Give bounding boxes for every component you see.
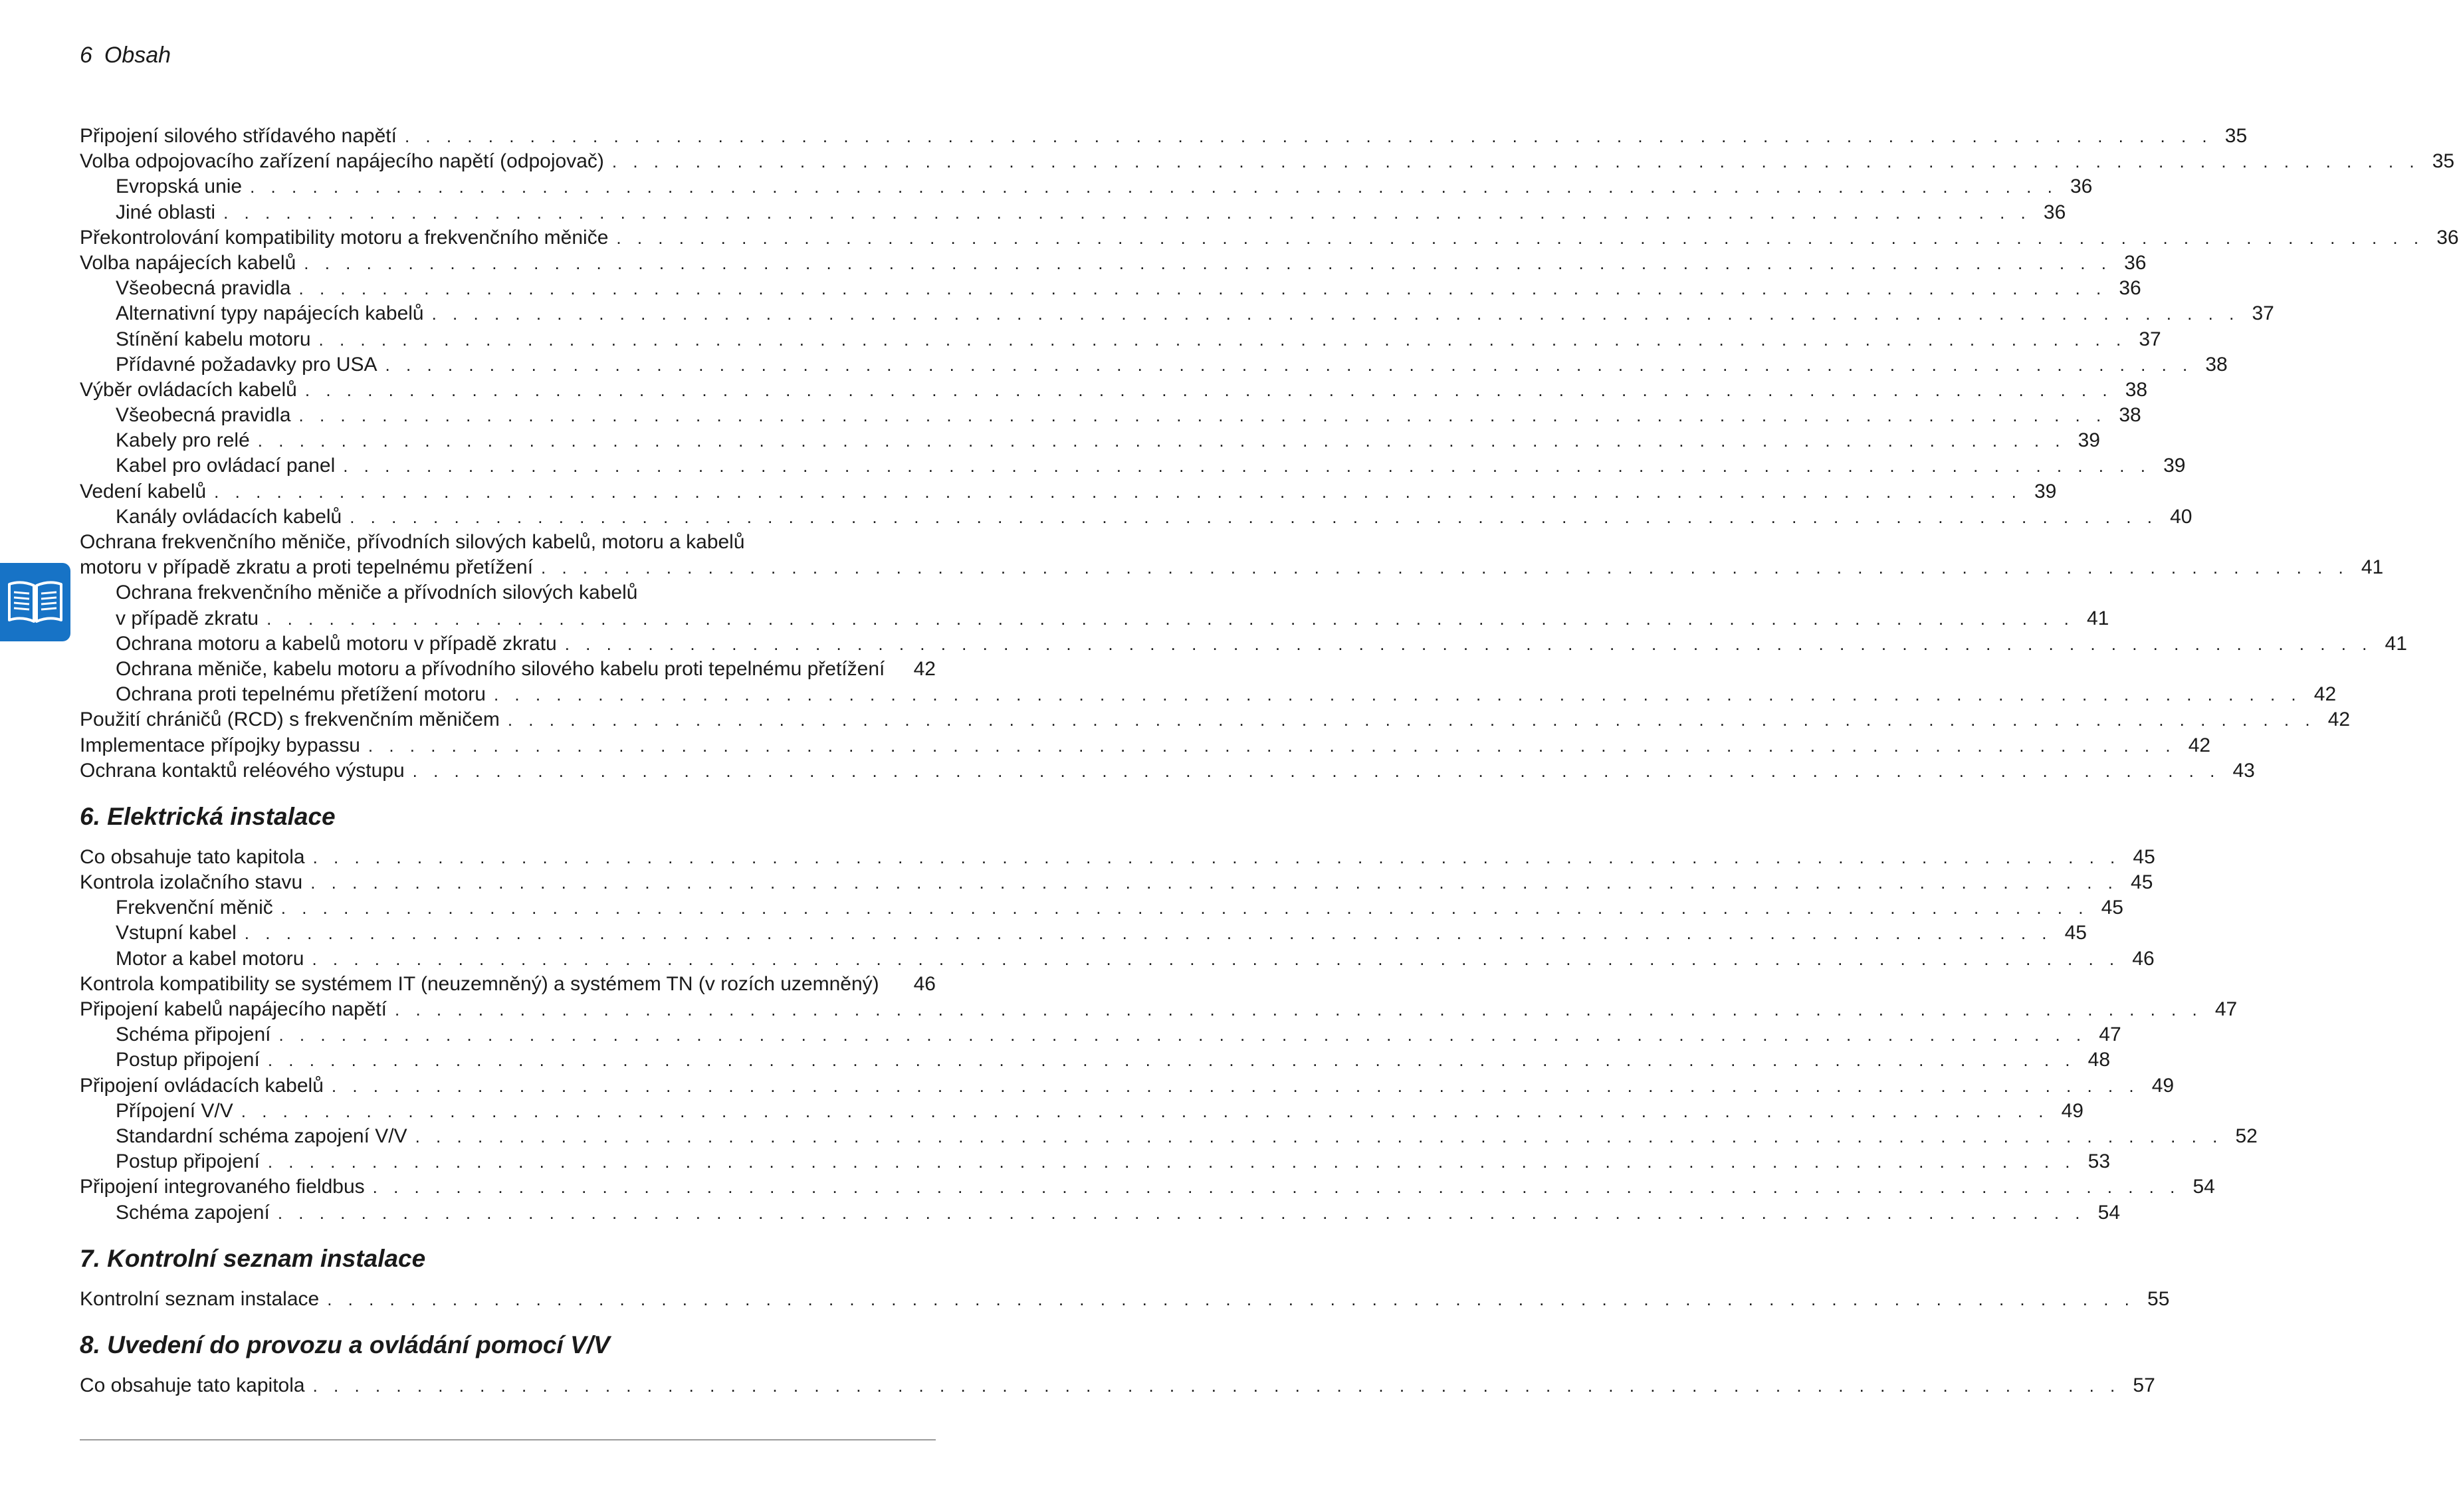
toc-entry-page: 41 bbox=[2385, 632, 2407, 655]
toc-entry[interactable] bbox=[80, 733, 2211, 758]
toc-entry[interactable] bbox=[80, 1149, 2111, 1174]
toc-entry-page: 54 bbox=[2192, 1176, 2215, 1198]
toc-entry-page: 45 bbox=[2133, 845, 2155, 868]
toc-entry-title: Přídavné požadavky pro USA bbox=[116, 353, 377, 376]
toc-entry-page: 36 bbox=[2070, 175, 2093, 198]
toc-entry-title: Schéma připojení bbox=[116, 1024, 271, 1046]
toc-entry-page: 45 bbox=[2131, 871, 2153, 894]
toc-entry-page: 35 bbox=[2432, 150, 2455, 173]
toc-entry-page: 54 bbox=[2097, 1201, 2121, 1224]
toc-entry[interactable] bbox=[80, 972, 936, 997]
dot-leader: . . . . . . . . . . . . . . . . . . . . . . . . . . . . . . . . . . . . . . . . . . . . . . . . . . . . . . . . . . . . . . . . . . . . . . . . . . . . . . . . . . . . . . . bbox=[278, 1025, 2087, 1045]
dot-leader: . . . . . . . . . . . . . . . . . . . . . . . . . . . . . . . . . . . . . . . . . . . . . . . . . . . . . . . . . . . . . . . . . . . . . . . . . . . . . . . . . . . . . . . bbox=[564, 633, 2373, 654]
toc-entry-title: Ochrana frekvenčního měniče, přívodních silových kabelů, motoru a kabelů bbox=[80, 531, 745, 553]
toc-entry[interactable] bbox=[80, 378, 2148, 403]
dot-leader: . . . . . . . . . . . . . . . . . . . . . . . . . . . . . . . . . . . . . . . . . . . . . . . . . . . . . . . . . . . . . . . . . . . . . . . . . . . . . . . . . . . . . . . bbox=[611, 152, 2420, 172]
toc-entry-title: Vedení kabelů bbox=[80, 480, 207, 502]
dot-leader: . . . . . . . . . . . . . . . . . . . . . . . . . . . . . . . . . . . . . . . . . . . . . . . . . . . . . . . . . . . . . . . . . . . . . . . . . . . . . . . . . . . . . . . bbox=[493, 685, 2302, 705]
toc-entry[interactable] bbox=[80, 149, 2455, 174]
dot-leader: . . . . . . . . . . . . . . . . . . . . . . . . . . . . . . . . . . . . . . . . . . . . . . . . . . . . . . . . . . . . . . . . . . . . . . . . . . . . . . . . . . . . . . . bbox=[267, 608, 2075, 629]
toc-entry-title: Použití chráničů (RCD) s frekvenčním měničem bbox=[80, 708, 500, 731]
toc-entry-title: Alternativní typy napájecích kabelů bbox=[116, 302, 424, 325]
toc-entry[interactable] bbox=[80, 707, 2351, 732]
toc-entry[interactable] bbox=[80, 997, 2238, 1022]
toc-entry[interactable] bbox=[80, 352, 2228, 378]
toc-entry[interactable] bbox=[80, 1099, 2084, 1124]
toc-entry-title: Postup připojení bbox=[116, 1049, 260, 1071]
toc-entry[interactable] bbox=[80, 580, 936, 605]
toc-entry-title: Kontrolní seznam instalace bbox=[80, 1287, 320, 1310]
toc-entry-page: 49 bbox=[2151, 1074, 2175, 1097]
toc-entry-title: Volba odpojovacího zařízení napájecího napětí (odpojovač) bbox=[80, 150, 604, 173]
toc-entry-page: 52 bbox=[2235, 1125, 2258, 1147]
toc-entry-title: Ochrana frekvenčního měniče a přívodních silových kabelů bbox=[116, 582, 638, 604]
toc-entry-page: 47 bbox=[2214, 998, 2238, 1020]
dot-leader: . . . . . . . . . . . . . . . . . . . . . . . . . . . . . . . . . . . . . . . . . . . . . . . . . . . . . . . . . . . . . . . . . . . . . . . . . . . . . . . . . . . . . . . bbox=[412, 760, 2220, 781]
toc-entry-page: 40 bbox=[2170, 505, 2192, 528]
toc-entry-page: 35 bbox=[2224, 125, 2248, 147]
toc-entry-page: 43 bbox=[2232, 759, 2255, 782]
toc-entry[interactable] bbox=[80, 301, 2274, 326]
toc-entry-title: Kanály ovládacích kabelů bbox=[116, 505, 342, 528]
dot-leader: . . . . . . . . . . . . . . . . . . . . . . . . . . . . . . . . . . . . . . . . . . . . . . . . . . . . . . . . . . . . . . . . . . . . . . . . . . . . . . . . . . . . . . . bbox=[214, 481, 2022, 502]
toc-entry[interactable] bbox=[80, 682, 2337, 707]
toc-entry[interactable] bbox=[80, 174, 2093, 199]
toc-entry-page: 42 bbox=[913, 657, 936, 680]
toc-entry[interactable] bbox=[80, 1022, 2121, 1047]
dot-leader: . . . . . . . . . . . . . . . . . . . . . . . . . . . . . . . . . . . . . . . . . . . . . . . . . . . . . . . . . . . . . . . . . . . . . . . . . . . . . . . . . . . . . . . bbox=[280, 898, 2089, 918]
dot-leader: . . . . . . . . . . . . . . . . . . . . . . . . . . . . . . . . . . . . . . . . . . . . . . . . . . . . . . . . . . . . . . . . . . . . . . . . . . . . . . . . . . . . . . . bbox=[244, 923, 2052, 944]
toc-entry-title: Schéma zapojení bbox=[116, 1201, 270, 1224]
toc-entry-page: 38 bbox=[2125, 378, 2148, 401]
toc-entry-page: 42 bbox=[2188, 734, 2211, 756]
dot-leader: . . . . . . . . . . . . . . . . . . . . . . . . . . . . . . . . . . . . . . . . . . . . . . . . . . . . . . . . . . . . . . . . . . . . . . . . . . . . . . . . . . . . . . . bbox=[331, 1075, 2140, 1096]
toc-entry-page: 41 bbox=[2361, 556, 2384, 579]
toc-entry[interactable] bbox=[80, 327, 2161, 352]
dot-leader: . . . . . . . . . . . . . . . . . . . . . . . . . . . . . . . . . . . . . . . . . . . . . . . . . . . . . . . . . . . . . . . . . . . . . . . . . . . . . . . . . . . . . . . bbox=[257, 431, 2066, 451]
toc-entry[interactable] bbox=[80, 428, 2100, 453]
toc-entry-page: 36 bbox=[2119, 277, 2141, 300]
toc-entry-title: Kontrola kompatibility se systémem IT (neuzemněný) a systémem TN (v rozích uzemněný) bbox=[80, 972, 879, 995]
toc-entry-page: 36 bbox=[2436, 226, 2459, 249]
dot-leader: . . . . . . . . . . . . . . . . . . . . . . . . . . . . . . . . . . . . . . . . . . . . . . . . . . . . . . . . . . . . . . . . . . . . . . . . . . . . . . . . . . . . . . . bbox=[404, 126, 2213, 146]
toc-entry[interactable] bbox=[80, 845, 2155, 870]
toc-entry-title: Ochrana proti tepelnému přetížení motoru bbox=[116, 683, 486, 706]
page-header bbox=[80, 43, 171, 68]
toc-entry-title: Překontrolování kompatibility motoru a frekvenčního měniče bbox=[80, 226, 609, 249]
dot-leader: . . . . . . . . . . . . . . . . . . . . . . . . . . . . . . . . . . . . . . . . . . . . . . . . . . . . . . . . . . . . . . . . . . . . . . . . . . . . . . . . . . . . . . . bbox=[372, 1177, 2181, 1198]
toc-entry-title: Ochrana motoru a kabelů motoru v případě zkratu bbox=[116, 632, 557, 655]
toc-entry-page: 45 bbox=[2101, 897, 2123, 919]
toc-entry-title: Kontrola izolačního stavu bbox=[80, 871, 303, 894]
toc-entry[interactable] bbox=[80, 1073, 2175, 1099]
toc-entry-title: Co obsahuje tato kapitola bbox=[80, 845, 305, 868]
toc-entry[interactable] bbox=[80, 1047, 2111, 1073]
dot-leader: . . . . . . . . . . . . . . . . . . . . . . . . . . . . . . . . . . . . . . . . . . . . . . . . . . . . . . . . . . . . . . . . . . . . . . . . . . . . . . . . . . . . . . . bbox=[223, 202, 2032, 223]
chapter-heading: 8. Uvedení do provozu a ovládání pomocí V/V bbox=[80, 1331, 610, 1358]
toc-entry-page: 37 bbox=[2139, 328, 2161, 350]
toc-entry-title: Volba napájecích kabelů bbox=[80, 251, 296, 274]
dot-leader: . . . . . . . . . . . . . . . . . . . . . . . . . . . . . . . . . . . . . . . . . . . . . . . . . . . . . . . . . . . . . . . . . . . . . . . . . . . . . . . . . . . . . . . bbox=[298, 405, 2107, 426]
toc-entry-title: Co obsahuje tato kapitola bbox=[80, 1374, 305, 1396]
toc-entry-title: Vstupní kabel bbox=[116, 922, 237, 944]
toc-entry[interactable] bbox=[80, 276, 2141, 301]
toc-entry-page: 39 bbox=[2034, 480, 2057, 502]
toc-entry-title: Motor a kabel motoru bbox=[116, 947, 304, 970]
toc-entry-title: Implementace přípojky bypassu bbox=[80, 734, 360, 756]
toc-entry[interactable] bbox=[80, 758, 2255, 784]
dot-leader: . . . . . . . . . . . . . . . . . . . . . . . . . . . . . . . . . . . . . . . . . . . . . . . . . . . . . . . . . . . . . . . . . . . . . . . . . . . . . . . . . . . . . . . bbox=[310, 873, 2119, 893]
toc-entry-page: 42 bbox=[2327, 708, 2351, 731]
dot-leader: . . . . . . . . . . . . . . . . . . . . . . . . . . . . . . . . . . . . . . . . . . . . . . . . . . . . . . . . . . . . . . . . . . . . . . . . . . . . . . . . . . . . . . . bbox=[250, 177, 2058, 197]
dot-leader: . . . . . . . . . . . . . . . . . . . . . . . . . . . . . . . . . . . . . . . . . . . . . . . . . . . . . . . . . . . . . . . . . . . . . . . . . . . . . . . . . . . . . . . bbox=[616, 227, 2424, 248]
toc-entry-title: v případě zkratu bbox=[116, 607, 259, 629]
dot-leader: . . . . . . . . . . . . . . . . . . . . . . . . . . . . . . . . . . . . . . . . . . . . . . . . . . . . . . . . . . . . . . . . . . . . . . . . . . . . . . . . . . . . . . . bbox=[277, 1202, 2086, 1223]
dot-leader: . . . . . . . . . . . . . . . . . . . . . . . . . . . . . . . . . . . . . . . . . . . . . . . . . . . . . . . . . . . . . . . . . . . . . . . . . . . . . . . . . . . . . . . bbox=[415, 1126, 2223, 1146]
dot-leader: . . . . . . . . . . . . . . . . . . . . . . . . . . . . . . . . . . . . . . . . . . . . . . . . . . . . . . . . . . . . . . . . . . . . . . . . . . . . . . . . . . . . . . . bbox=[368, 735, 2177, 756]
toc-entry-page: 53 bbox=[2087, 1150, 2111, 1173]
toc-entry[interactable] bbox=[80, 225, 2459, 251]
toc-entry-page: 45 bbox=[2064, 922, 2087, 944]
dot-leader: . . . . . . . . . . . . . . . . . . . . . . . . . . . . . . . . . . . . . . . . . . . . . . . . . . . . . . . . . . . . . . . . . . . . . . . . . . . . . . . . . . . . . . . bbox=[312, 847, 2121, 867]
toc-entry-page: 37 bbox=[2252, 302, 2274, 325]
toc-entry-page: 39 bbox=[2163, 455, 2186, 477]
toc-entry-title: Stínění kabelu motoru bbox=[116, 328, 311, 350]
toc-entry[interactable] bbox=[80, 453, 2186, 479]
dot-leader: . . . . . . . . . . . . . . . . . . . . . . . . . . . . . . . . . . . . . . . . . . . . . . . . . . . . . . . . . . . . . . . . . . . . . . . . . . . . . . . . . . . . . . . bbox=[385, 354, 2193, 375]
toc-entry-title: Výběr ovládacích kabelů bbox=[80, 378, 297, 401]
dot-leader: . . . . . . . . . . . . . . . . . . . . . . . . . . . . . . . . . . . . . . . . . . . . . . . . . . . . . . . . . . . . . . . . . . . . . . . . . . . . . . . . . . . . . . . bbox=[507, 710, 2316, 730]
toc-entry[interactable] bbox=[80, 504, 2192, 530]
dot-leader: . . . . . . . . . . . . . . . . . . . . . . . . . . . . . . . . . . . . . . . . . . . . . . . . . . . . . . . . . . . . . . . . . . . . . . . . . . . . . . . . . . . . . . . bbox=[304, 253, 2112, 273]
toc-entry-title: Připojení ovládacích kabelů bbox=[80, 1074, 324, 1097]
dot-leader: . . . . . . . . . . . . . . . . . . . . . . . . . . . . . . . . . . . . . . . . . . . . . . . . . . . . . . . . . . . . . . . . . . . . . . . . . . . . . . . . . . . . . . . bbox=[343, 456, 2151, 477]
toc-entry[interactable] bbox=[80, 631, 2407, 657]
toc-entry-title: Kabel pro ovládací panel bbox=[116, 455, 336, 477]
page-number: 6 bbox=[80, 43, 92, 68]
toc-entry[interactable] bbox=[80, 251, 2147, 276]
toc-entry-title: Připojení integrovaného fieldbus bbox=[80, 1176, 365, 1198]
toc-entry[interactable] bbox=[80, 403, 2141, 428]
toc-entry-page: 46 bbox=[2132, 947, 2155, 970]
toc-entry-title: Evropská unie bbox=[116, 175, 243, 198]
table-of-contents bbox=[80, 124, 2459, 1398]
toc-entry-title: Ochrana měniče, kabelu motoru a přívodního silového kabelu proti tepelnému přetížení bbox=[116, 657, 885, 680]
toc-entry-page: 41 bbox=[2086, 607, 2109, 629]
toc-entry[interactable] bbox=[80, 1373, 2155, 1398]
toc-entry-title: Frekvenční měnič bbox=[116, 897, 273, 919]
toc-entry-page: 49 bbox=[2061, 1099, 2084, 1122]
toc-entry-page: 36 bbox=[2043, 201, 2066, 223]
toc-entry-title: Postup připojení bbox=[116, 1150, 260, 1173]
toc-entry-page: 48 bbox=[2087, 1049, 2111, 1071]
toc-entry[interactable] bbox=[80, 946, 2155, 972]
dot-leader: . . . . . . . . . . . . . . . . . . . . . . . . . . . . . . . . . . . . . . . . . . . . . . . . . . . . . . . . . . . . . . . . . . . . . . . . . . . . . . . . . . . . . . . bbox=[298, 278, 2107, 299]
toc-entry[interactable] bbox=[80, 1124, 2258, 1149]
dot-leader: . . . . . . . . . . . . . . . . . . . . . . . . . . . . . . . . . . . . . . . . . . . . . . . . . . . . . . . . . . . . . . . . . . . . . . . . . . . . . . . . . . . . . . . bbox=[267, 1152, 2076, 1172]
dot-leader: . . . . . . . . . . . . . . . . . . . . . . . . . . . . . . . . . . . . . . . . . . . . . . . . . . . . . . . . . . . . . . . . . . . . . . . . . . . . . . . . . . . . . . . bbox=[312, 1375, 2121, 1396]
toc-entry-title: Všeobecná pravidla bbox=[116, 404, 291, 427]
toc-entry[interactable] bbox=[80, 895, 2123, 920]
toc-entry[interactable] bbox=[80, 657, 936, 682]
dot-leader: . . . . . . . . . . . . . . . . . . . . . . . . . . . . . . . . . . . . . . . . . . . . . . . . . . . . . . . . . . . . . . . . . . . . . . . . . . . . . . . . . . . . . . . bbox=[267, 1050, 2076, 1071]
toc-entry-page: 46 bbox=[913, 972, 936, 995]
side-tab[interactable] bbox=[0, 563, 70, 641]
dot-leader: . . . . . . . . . . . . . . . . . . . . . . . . . . . . . . . . . . . . . . . . . . . . . . . . . . . . . . . . . . . . . . . . . . . . . . . . . . . . . . . . . . . . . . . bbox=[431, 304, 2240, 324]
toc-entry[interactable] bbox=[80, 870, 2153, 895]
dot-leader: . . . . . . . . . . . . . . . . . . . . . . . . . . . . . . . . . . . . . . . . . . . . . . . . . . . . . . . . . . . . . . . . . . . . . . . . . . . . . . . . . . . . . . . bbox=[304, 379, 2113, 400]
dot-leader: . . . . . . . . . . . . . . . . . . . . . . . . . . . . . . . . . . . . . . . . . . . . . . . . . . . . . . . . . . . . . . . . . . . . . . . . . . . . . . . . . . . . . . . bbox=[312, 948, 2120, 969]
chapter-heading: 6. Elektrická instalace bbox=[80, 802, 336, 830]
toc-entry-page: 39 bbox=[2078, 429, 2100, 452]
toc-entry[interactable] bbox=[80, 555, 2384, 580]
dot-leader: . . . . . . . . . . . . . . . . . . . . . . . . . . . . . . . . . . . . . . . . . . . . . . . . . . . . . . . . . . . . . . . . . . . . . . . . . . . . . . . . . . . . . . . bbox=[541, 558, 2349, 578]
toc-entry-page: 38 bbox=[2205, 353, 2228, 376]
toc-entry-title: Všeobecná pravidla bbox=[116, 277, 291, 300]
toc-entry-title: Standardní schéma zapojení V/V bbox=[116, 1125, 407, 1147]
toc-entry-title: Připojení kabelů napájecího napětí bbox=[80, 998, 387, 1020]
toc-entry[interactable] bbox=[80, 200, 2066, 225]
toc-entry-title: Přípojení V/V bbox=[116, 1099, 233, 1122]
toc-entry[interactable] bbox=[80, 530, 936, 555]
dot-leader: . . . . . . . . . . . . . . . . . . . . . . . . . . . . . . . . . . . . . . . . . . . . . . . . . . . . . . . . . . . . . . . . . . . . . . . . . . . . . . . . . . . . . . . bbox=[327, 1289, 2135, 1309]
chapter-heading: 7. Kontrolní seznam instalace bbox=[80, 1244, 426, 1272]
toc-entry-page: 38 bbox=[2119, 404, 2141, 427]
toc-entry[interactable] bbox=[80, 1287, 2170, 1312]
toc-entry-title: Kabely pro relé bbox=[116, 429, 250, 452]
dot-leader: . . . . . . . . . . . . . . . . . . . . . . . . . . . . . . . . . . . . . . . . . . . . . . . . . . . . . . . . . . . . . . . . . . . . . . . . . . . . . . . . . . . . . . . bbox=[350, 506, 2158, 527]
toc-entry[interactable] bbox=[80, 606, 2109, 631]
book-icon bbox=[7, 578, 64, 627]
page-title: Obsah bbox=[104, 43, 171, 68]
toc-entry-title: Připojení silového střídavého napětí bbox=[80, 125, 397, 147]
toc-entry-page: 47 bbox=[2099, 1024, 2121, 1046]
toc-entry[interactable] bbox=[80, 124, 2248, 149]
toc-entry-title: Ochrana kontaktů reléového výstupu bbox=[80, 759, 405, 782]
toc-entry-title: Jiné oblasti bbox=[116, 201, 216, 223]
toc-entry[interactable] bbox=[80, 479, 2057, 504]
toc-entry[interactable] bbox=[80, 1200, 2121, 1226]
dot-leader: . . . . . . . . . . . . . . . . . . . . . . . . . . . . . . . . . . . . . . . . . . . . . . . . . . . . . . . . . . . . . . . . . . . . . . . . . . . . . . . . . . . . . . . bbox=[241, 1101, 2049, 1121]
toc-entry-title: motoru v případě zkratu a proti tepelnému přetížení bbox=[80, 556, 534, 579]
dot-leader: . . . . . . . . . . . . . . . . . . . . . . . . . . . . . . . . . . . . . . . . . . . . . . . . . . . . . . . . . . . . . . . . . . . . . . . . . . . . . . . . . . . . . . . bbox=[395, 1000, 2203, 1020]
toc-entry-page: 55 bbox=[2147, 1287, 2170, 1310]
toc-entry[interactable] bbox=[80, 920, 2087, 946]
dot-leader: . . . . . . . . . . . . . . . . . . . . . . . . . . . . . . . . . . . . . . . . . . . . . . . . . . . . . . . . . . . . . . . . . . . . . . . . . . . . . . . . . . . . . . . bbox=[318, 329, 2127, 350]
toc-entry-page: 57 bbox=[2133, 1374, 2155, 1396]
toc-entry-page: 42 bbox=[2313, 683, 2337, 706]
toc-entry-page: 36 bbox=[2124, 251, 2147, 274]
toc-entry[interactable] bbox=[80, 1174, 2215, 1200]
